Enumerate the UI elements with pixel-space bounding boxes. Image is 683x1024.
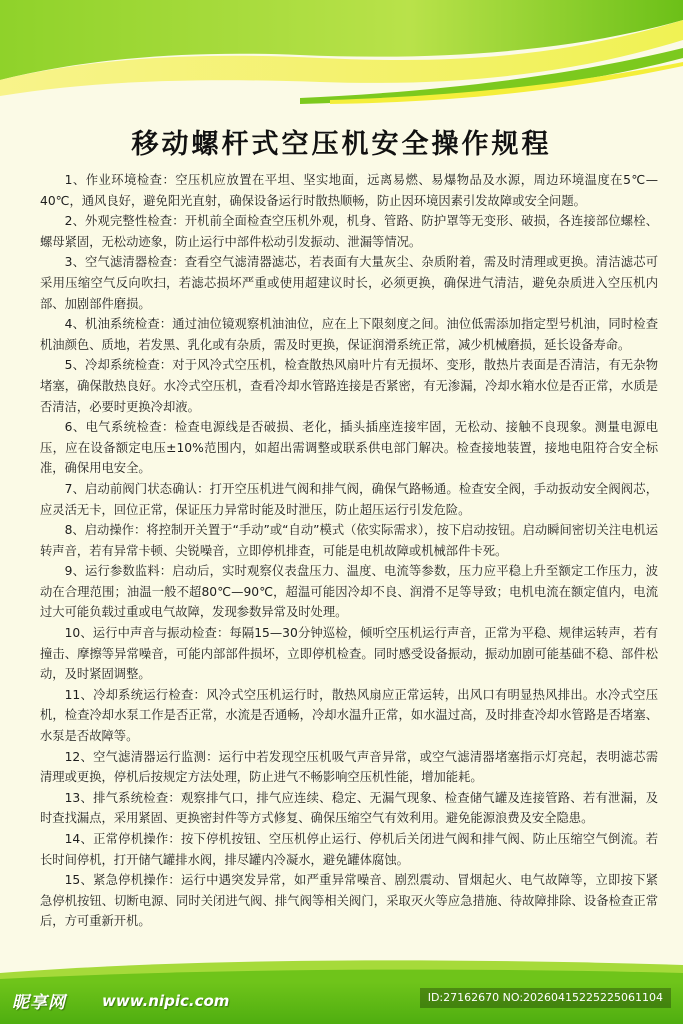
header-banner-graphic [0, 0, 683, 110]
watermark-url: www.nipic.com [102, 992, 230, 1010]
regulation-item-8: 8、启动操作：将控制开关置于“手动”或“自动”模式（依实际需求），按下启动按钮。启动瞬间密切关注电机运转声音，若有异常卡顿、尖锐噪音，立即停机排查，可能是电机故障或机械部件卡死。 [40, 523, 658, 558]
regulation-item-5: 5、冷却系统检查：对于风冷式空压机，检查散热风扇叶片有无损坏、变形，散热片表面是否清洁，有无杂物堵塞，确保散热良好。水冷式空压机，查看冷却水管路连接是否紧密，有无渗漏，冷却水箱水位是否正常，水质是否清洁，必要时更换冷却液。 [40, 358, 658, 414]
regulation-item-2: 2、外观完整性检查：开机前全面检查空压机外观，机身、管路、防护罩等无变形、破损，各连接部位螺栓、螺母紧固，无松动迹象，防止运行中部件松动引发振动、泄漏等情况。 [40, 214, 658, 249]
watermark-logo: 昵享网 [12, 993, 66, 1013]
page-title: 移动螺杆式空压机安全操作规程 [131, 129, 552, 160]
regulation-item-4: 4、机油系统检查：通过油位镜观察机油油位，应在上下限刻度之间。油位低需添加指定型号机油，同时检查机油颜色、质地，若发黑、乳化或有杂质，需及时更换，保证润滑系统正常，减少机械磨损，延长设备寿命。 [40, 317, 658, 352]
regulation-item-15: 15、紧急停机操作：运行中遇突发异常，如严重异常噪音、剧烈震动、冒烟起火、电气故障等，立即按下紧急停机按钮、切断电源、同时关闭进气阀、排气阀等相关阀门，采取灭火等应急措施、待故障排除、设备检查正常后，方可重新开机。 [40, 873, 658, 929]
regulation-item-9: 9、运行参数监料：启动后，实时观察仪表盘压力、温度、电流等参数，压力应平稳上升至额定工作压力，波动在合理范围；油温一般不超80℃—90℃，超温可能因冷却不良、润滑不足等导致；电机电流在额定值内，电流过大可能负载过重或电气故障，发现参数异常及时处理。 [40, 564, 658, 620]
image-id-label: ID:27162670 NO:20260415225225061104 [420, 988, 671, 1008]
regulation-item-14: 14、正常停机操作：按下停机按钮、空压机停止运行、停机后关闭进气阀和排气阀、防止压缩空气倒流。若长时间停机，打开储气罐排水阀，排尽罐内冷凝水，避免罐体腐蚀。 [40, 832, 658, 867]
regulation-item-11: 11、冷却系统运行检查：风冷式空压机运行时，散热风扇应正常运转，出风口有明显热风排出。水冷式空压机，检查冷却水泵工作是否正常，水流是否通畅，冷却水温升正常，如水温过高，及时排查冷却水管路是否堵塞、水泵是否故障等。 [40, 687, 658, 744]
regulation-item-6: 6、电气系统检查：检查电源线是否破损、老化，插头插座连接牢固，无松动、接触不良现象。测量电源电压，应在设备额定电压±10%范围内，如超出需调整或联系供电部门解决。检查接地装置，接地电阻符合安全标准，确保用电安全。 [40, 420, 658, 476]
regulation-item-3: 3、空气滤清器检查：查看空气滤清器滤芯，若表面有大量灰尘、杂质附着，需及时清理或更换。清洁滤芯可采用压缩空气反向吹扫，若滤芯损坏严重或使用超建议时长，必须更换，确保进气清洁，避免杂质进入空压机内部、加剧部件磨损。 [40, 255, 658, 311]
regulation-content [40, 170, 658, 932]
regulation-item-10: 10、运行中声音与振动检查：每隔15—30分钟巡检，倾听空压机运行声音，正常为平稳、规律运转声，若有撞击、摩擦等异常噪音，可能内部部件损坏，立即停机检查。同时感受设备振动，振动加剧可能基础不稳、部件松动，及时紧固调整。 [40, 626, 658, 682]
footer-wave-graphic [0, 955, 683, 985]
regulation-item-13: 13、排气系统检查：观察排气口，排气应连续、稳定、无漏气现象、检查储气罐及连接管路、若有泄漏，及时查找漏点，采用紧固、更换密封件等方式修复、确保压缩空气有效利用。避免能源浪费及安全隐患。 [40, 790, 658, 826]
regulation-item-7: 7、启动前阀门状态确认：打开空压机进气阀和排气阀，确保气路畅通。检查安全阀，手动扳动安全阀阀芯，应灵活无卡，回位正常，保证压力异常时能及时泄压，防止超压运行引发危险。 [40, 481, 658, 517]
regulation-item-12: 12、空气滤清器运行监测：运行中若发现空压机吸气声音异常，或空气滤清器堵塞指示灯亮起，表明滤芯需清理或更换，停机后按规定方法处理，防止进气不畅影响空压机性能，增加能耗。 [40, 749, 658, 785]
regulation-item-1: 1、作业环境检查：空压机应放置在平坦、坚实地面，远离易燃、易爆物品及水源，周边环境温度在5℃—40℃，通风良好，避免阳光直射，确保设备运行时散热顺畅，防止因环境因素引发故障或安全问题。 [40, 173, 658, 208]
